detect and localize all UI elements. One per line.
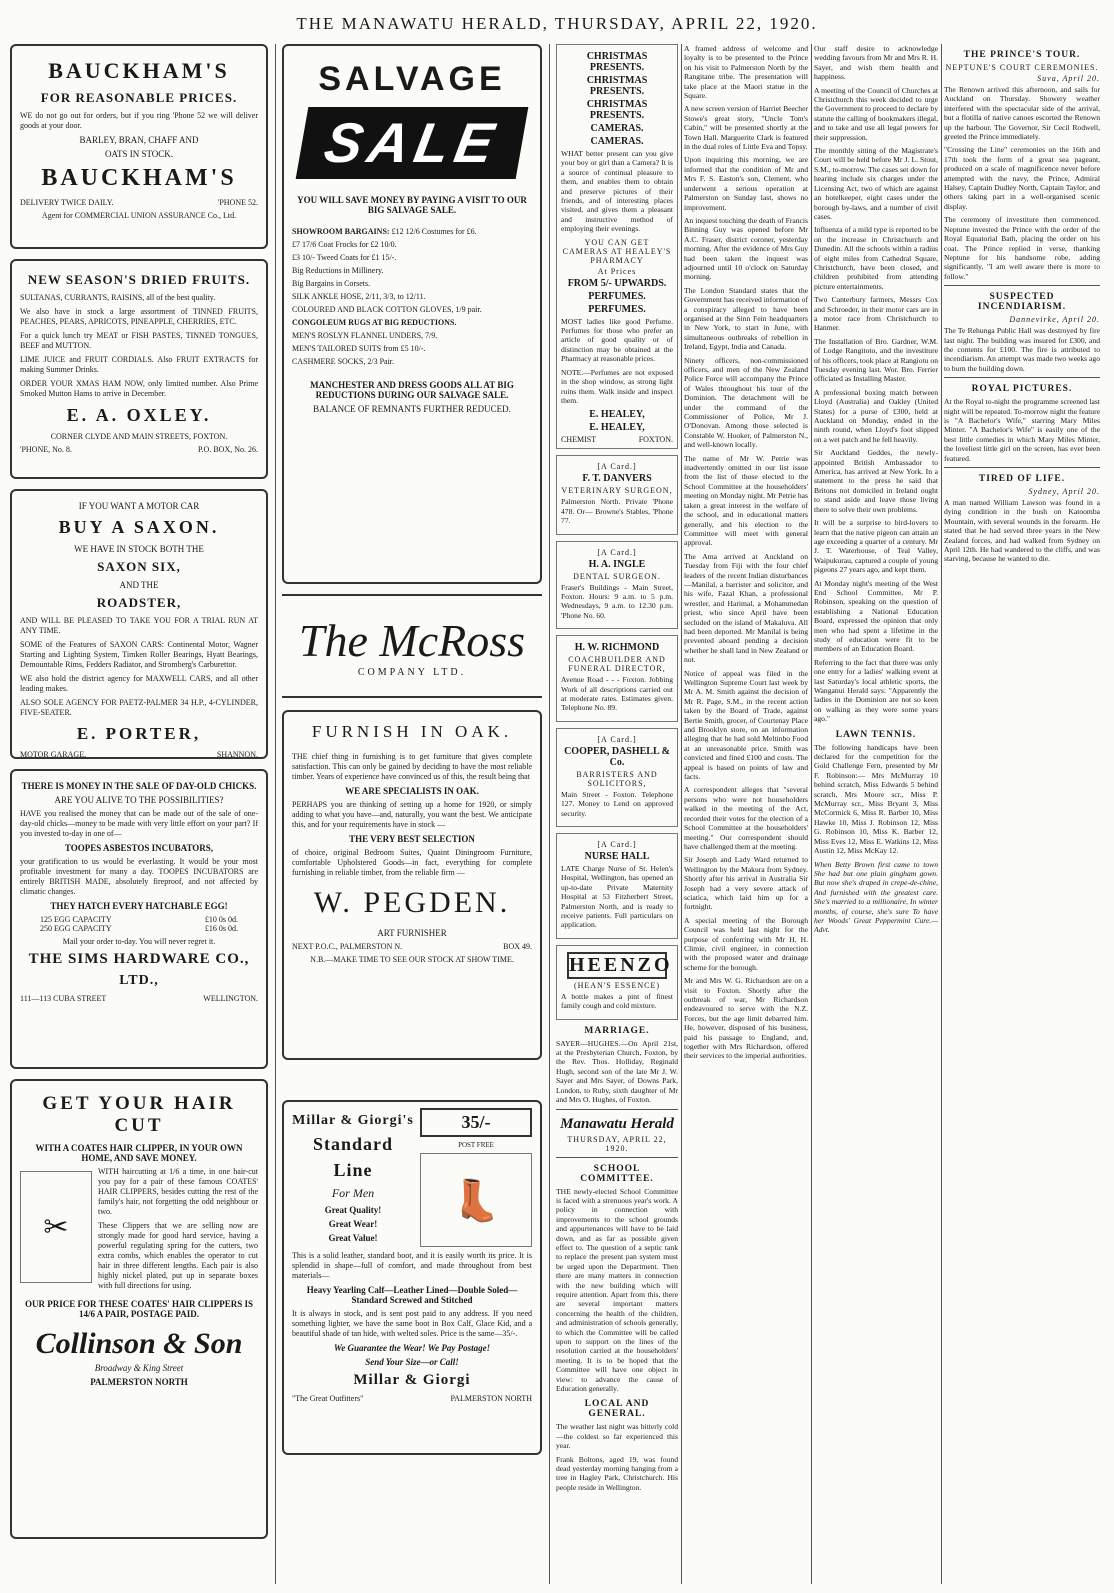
bargain-item: £3 10/- Tweed Coats for £1 15/-. [292,253,397,262]
news-paragraph: The Installation of Bro. Gardner, W.M. of Lodge Rangitoto, and the investiture of his officers, took place at Rangiotu on Tuesday evening last. Wor. Bro. Ferrier officiated as Installing Master. [814,336,938,384]
prince-paragraph: "Crossing the Line" ceremonies on the 16th and 17th took the form of a great sea pageant, produced on a scale of magnificence never before attempted with the navy, the Prince, Admiral Halsey, Captain Dudley North, Captain Taylor, and others taking part in a well-organised scenic display. [944,145,1100,211]
news-paragraph: Sir Joseph and Lady Ward returned to Wellington by the Makura from Sydney. Shortly after his arrival in Australia Sir Joseph had a very severe attack of sciatica, which laid him up for a fortnight. [684,855,808,912]
saxon-roadster: ROADSTER, [96,595,182,610]
card-danvers [556,455,678,534]
bargain-item: COLOURED AND BLACK COTTON GLOVES, 1/9 pair. [292,305,482,314]
card-body: Palmerston North. Private 'Phone 478. Or— Browne's Stables, 'Phone 77. [561,497,673,526]
haircut-body: WITH haircutting at 1/6 a time, in one hair-cut you pay for a pair of these famous COATES' HAIR CLIPPERS, besides cutting the rest of the family's hair, not forgetting the odd neighbour or two. [98,1167,258,1216]
saxon-and: AND THE [119,580,159,590]
divider [944,377,1100,378]
capacity-label: 250 EGG CAPACITY [40,924,112,933]
chicks-mail: Mail your order to-day. You will never regret it. [62,937,216,946]
millar-price: 35/- [420,1108,532,1137]
prince-paragraph: The Renown arrived this afternoon, and sails for Auckland on Thursday. Showery weather interfered with the spectacular side of the arrival, but a flotilla of native canoes escorted the Renown up the harbour. The Governor, Sir Cecil Rodwell, greeted the Prince immediately. [944,85,1100,142]
christmas-heading: CHRISTMAS PRESENTS. [586,99,648,121]
bargain-item: Big Reductions in Millinery. [292,266,384,275]
column-rule [811,44,812,1584]
news-paragraph: Mr and Mrs W. G. Richardson are on a visit to Foxton. Shortly after the outbreak of war, Mr Richardson endeavoured to serve with the N.Z. Forces, but the age limit debarred him. He, however, disposed of his business, paid his passage to England, and, together with Mrs Richardson, offered their services to the imperial authorities. [684,976,808,1061]
card-name: COOPER, DASHELL & Co. [564,745,670,768]
healey-get: YOU CAN GET CAMERAS AT HEALEY'S PHARMACY [562,237,672,265]
bargain-item: Big Bargains in Corsets. [292,279,371,288]
card-kind: [A Card.] [597,734,637,744]
incendiarism-heading: SUSPECTED INCENDIARISM. [977,292,1067,313]
haircut-body: These Clippers that we are selling now are strongly made for good hard service, having a powerful regulating spring for the cutters, two extra combs, which enables the operator to cut hair in three different lengths. Each pair is also highly nickel plated, put up in separate boxes with full directions for using. [98,1221,258,1290]
healey-from: FROM 5/- UPWARDS. [567,277,667,289]
incendiarism-body: The Te Rehunga Public Hall was destroyed by fire last night. The building was insured for £300, and the contents for £100. The fire is attributed to incendiarism. An attempt was made two weeks ago to burn the building down. [944,326,1100,373]
millar-giorgi-ad [282,1100,542,1455]
millar-body: This is a solid leather, standard boot, and it is easily worth its price. It is splendid in shape—full of comfort, and made throughout from best materials— [292,1251,532,1280]
pegden-trade: ART FURNISHER [377,928,447,938]
oxley-phone: 'PHONE, No. 8. [20,445,72,454]
marriage-heading: MARRIAGE. [584,1025,650,1036]
herald-title: Manawatu Herald [560,1115,674,1132]
millar-town: PALMERSTON NORTH [450,1394,532,1403]
card-list [556,455,678,939]
chicks-ad [10,769,268,1069]
saxon-sole: ALSO SOLE AGENCY FOR PAETZ-PALMER 34 H.P., 4-CYLINDER, FIVE-SEATER. [20,698,258,717]
divider [944,285,1100,286]
hair-clipper-illustration: ✂ [20,1171,92,1283]
bauckham-phone: 'PHONE 52. [217,198,258,207]
christmas-heading: CHRISTMAS PRESENTS. [586,51,648,73]
card-kind: [A Card.] [597,462,637,472]
ross-company-logo [282,594,542,698]
divider [556,1157,678,1158]
christmas-heading: CHRISTMAS PRESENTS. [586,75,648,97]
chicks-body: HAVE you realised the money that can be made out of the sale of one-day-old chicks—money to be made with very little effort on your part? If you invested to-day in one of— [20,809,258,838]
column-6 [944,44,1100,568]
divider [556,1109,678,1110]
chicks-brand: TOOPES ASBESTOS INCUBATORS, [64,843,214,853]
column-1 [10,44,268,1549]
school-body: THE newly-elected School Committee is faced with a strenuous year's work. A policy in connection with improvements to the school grounds and appurtenances will have to be laid down, and as far as possible given effect to. The question of a septic tank to replace the present pan system must be urged upon the Department. Then there are many matters in connection with the new building which will require attention. Apart from this, there are several important matters concerning the health of the children, and administration of schools generally, to which the Committee will be called upon to support on the lines of the resolution carried at the householders' meeting. It is to be hoped that the Committee will have one object in view: to advance the cause of Education generally. [556,1186,678,1394]
heenzo-body: A bottle makes a pint of finest family cough and cold mixture. [561,991,673,1011]
millar-wear: Great Wear! [328,1219,378,1229]
oxley-body: SULTANAS, CURRANTS, RAISINS, all of the best quality. [20,293,216,302]
news-paragraph: A professional boxing match between Lloyd (Australia) and Oakley (United States) for a purse of £300, held at Auckland on Monday, ended in the ninth round, when Lloyd's foot slipped on a wet patch and he fell heavily. [814,387,938,444]
boot-icon: 👢 [420,1153,532,1247]
local-heading: LOCAL AND GENERAL. [584,1399,650,1420]
card-role: VETERINARY SURGEON, [561,486,673,496]
card-body: Fraser's Buildings - Main Street, Foxton. Hours: 9 a.m. to 5 p.m. Wednesdays, 9 a.m. to 12.30 p.m. 'Phone No. 60. [561,582,673,620]
card-role: BARRISTERS AND SOLICITORS, [576,769,658,788]
millar-stock: It is always in stock, and is sent post paid to any address. If you need something lighter, we have the same boot in Box Calf, Glace Kid, and a beautiful shade of tan hide, with welted soles. Price is the same—35/-. [292,1309,532,1338]
sims-street: 111—113 CUBA STREET [20,994,107,1003]
millar-heavy: Heavy Yearling Calf—Leather Lined—Double Soled—Standard Screwed and Stitched [306,1285,518,1305]
prince-paragraph: The ceremony of investiture then commenced. Neptune invested the Prince with the order of the Royal Equatorial Bath, placing the order on his coat. The Prince replied in verse, thanking Neptune for his handsome robe, adding significantly, "I am well aware there is more to follow." [944,215,1100,281]
local-paragraph: Frank Boltons, aged 19, was found dead yesterday morning hanging from a tree in Hagley Park, Christchurch. His people reside in Wellington. [556,1454,678,1492]
card-kind: [A Card.] [597,547,637,557]
card-name: F. T. DANVERS [582,473,652,485]
haircut-title: GET YOUR HAIR CUT [42,1093,236,1136]
news-paragraph: A correspondent alleges that "several persons who were not householders walked in the meeting of the Act, recorded their votes for the election of a School Committee at the householders' meeting." Our correspondent should have challenged them at the meeting. [684,785,808,851]
bargain-item: £7 17/6 Coat Frocks for £2 10/0. [292,240,397,249]
haircut-price: OUR PRICE FOR THESE COATES' HAIR CLIPPERS IS 14/6 A PAIR, POSTAGE PAID. [25,1299,253,1319]
showroom-label: SHOWROOM BARGAINS: [292,227,390,236]
saxon-name: E. PORTER, [76,724,202,743]
bauckham-title: BAUCKHAM'S [48,58,230,83]
chicks-body: your gratification to us would be everlasting. It would be your most profitable investment for many a day. TOOPES INCUBATORS are entirely BRITISH MADE, absolutely fireproof, and not affected by climatic changes. [20,857,258,896]
oak-title: FURNISH IN OAK. [311,722,513,741]
card-name: NURSE HALL [584,851,650,862]
collinson-city: PALMERSTON NORTH [90,1377,188,1387]
salvage-title: SALVAGE [318,60,506,98]
healey-body: MOST ladies like good Perfume. Perfumes for those who prefer an article of good quality or of distinction may be obtained at the Pharmacy at reasonable prices. [561,316,673,364]
saxon-ad [10,489,268,759]
bargain-item: CONGOLEUM RUGS AT BIG REDUCTIONS. [292,318,457,327]
collinson-logo: Collinson & Son [35,1327,243,1360]
card-role: COACHBUILDER AND FUNERAL DIRECTOR, [568,655,666,674]
healey-ad [556,44,678,449]
millar-post: POST FREE [458,1141,494,1149]
news-paragraph: Notice of appeal was filed in the Wellington Supreme Court last week by Mr A. M. Smith against the decision of Mr R. Page, S.M., in the recent action taken by the Board of Trade, against Bertie Smith, grocer, of Courtenay Place and Brooklyn store, on an information alleging that he had sold Meltinbo Food at an unreasonable price. Smith was convicted and fined £100 and costs. The appeal is based on points of law and facts. [684,668,808,782]
news-paragraph: Sir Auckland Geddes, the newly-appointed British Ambassador to America, has arrived at New York. In a statement to the press he said that Britons not domiciled in Ireland ought to stand aside and leave those living there to solve their own problems. [814,448,938,514]
marriage-body: SAYER—HUGHES.—On April 21st, at the Presbyterian Church, Foxton, by the Rev. Thos. Holliday, Reginald Hugh, second son of the late Mr J. W. Sayer and Mrs Sayer, of Downs Park, London, to Ruby, sixth daughter of Mr and Mrs O. Hughes, of Foxton. [556,1038,678,1105]
pegden-name: W. PEGDEN. [313,886,511,919]
haircut-sub: WITH A COATES HAIR CLIPPER, IN YOUR OWN HOME, AND SAVE MONEY. [35,1143,243,1163]
bauckham-goods: BARLEY, BRAN, CHAFF AND [79,135,199,145]
bauckham-agent: Agent for COMMERCIAL UNION ASSURANCE Co., Ltd. [41,211,237,220]
healey-name: E. HEALEY, [589,409,645,421]
news-paragraph: A framed address of welcome and loyalty is to be presented to the Prince on his visit to Palmerston North by the Rangitane tribe. The presentation will take place at the Maori statue in the Square. [684,44,808,101]
collinson-street: Broadway & King Street [94,1363,184,1373]
perfumes-heading: PERFUMES. [588,303,646,315]
masthead: THE MANAWATU HERALD, THURSDAY, APRIL 22, 1920. [296,14,818,33]
saxon-offer: AND WILL BE PLEASED TO TAKE YOU FOR A TRIAL RUN AT ANY TIME. [20,616,258,635]
column-4 [684,44,808,1065]
saxon-title: BUY A SAXON. [58,517,220,537]
pegden-nb: N.B.—MAKE TIME TO SEE OUR STOCK AT SHOW TIME. [310,955,514,964]
heenzo-ad [556,945,678,1020]
card-nurse-hall [556,833,678,939]
incendiarism-dateline: Dannevirke, April 20. [1009,315,1100,325]
healey-note: NOTE.—Perfumes are not exposed in the shop window, as strong light ruins them. Walk inside and inspect them. [561,367,673,405]
salvage-intro: YOU WILL SAVE MONEY BY PAYING A VISIT TO OUR BIG SALVAGE SALE. [297,195,527,215]
bargain-item: MEN'S TAILORED SUITS from £5 10/-. [292,344,426,353]
bauckham-title-2: BAUCKHAM'S [41,165,237,191]
oxley-address: CORNER CLYDE AND MAIN STREETS, FOXTON. [50,432,228,441]
card-name: H. W. RICHMOND [574,642,660,654]
chicks-title: THERE IS MONEY IN THE SALE OF DAY-OLD CHICKS. [21,781,257,791]
oxley-body: LIME JUICE and FRUIT CORDIALS. Also FRUIT EXTRACTS for making Summer Drinks. [20,355,258,374]
pictures-body: At the Royal to-night the programme screened last night will be repeated. To-morrow night the feature is "A Bachelor's Wife," starring Mary Miles Minter. "A Bachelor's Wife" is easily one of the best little comedies in which Mary Miles Minter, the loveliest little girl on the screen, has ever been featured. [944,397,1100,463]
bargain-item: £12 12/6 Costumes for £6. [391,227,477,236]
column-2 [282,44,542,1465]
salvage-closing: MANCHESTER AND DRESS GOODS ALL AT BIG REDUCTIONS DURING OUR SALVAGE SALE. [310,380,514,400]
salvage-balance: BALANCE OF REMNANTS FURTHER REDUCED. [313,404,511,414]
ross-logo-sub: COMPANY LTD. [357,667,467,678]
bauckham-goods-2: OATS IN STOCK. [104,149,174,159]
pictures-heading: ROYAL PICTURES. [971,384,1073,395]
sims-ltd: LTD., [119,973,159,988]
millar-send: Send Your Size—or Call! [365,1357,459,1367]
bauckham-note: WE do not go out for orders, but if you ring 'Phone 52 we will deliver goods at your door. [20,111,258,130]
oak-body: PERHAPS you are thinking of setting up a home for 1920, or simply adding to what you have—and, naturally, you want the best. We anticipate this, and for your requirements have in stock — [292,800,532,829]
news-paragraph: At Monday night's meeting of the West End School Committee, Mr P. Robinson, speaking on the question of establishing a National Education Board, expressed the opinion that only men who had spent a lifetime in the study of education were fit to be members of an Education Board. [814,578,938,654]
pegden-box: BOX 49. [503,942,532,951]
prince-subheading: NEPTUNE'S COURT CEREMONIES. [945,63,1099,72]
poem-advert: When Betty Brown first came to town She had but one plain gingham gown. But now she's draped in crepe-de-chine, And furnished with the greatest care. She's married to a millionaire, In winter months, of course, she's sure To have her Woods' Great Peppermint Cure.—Advt. [814,859,938,935]
millar-outfit: "The Great Outfitters" [292,1394,364,1403]
oxley-body: For a quick lunch try MEAT or FISH PASTES, TINNED TONGUES, BEEF and MUTTON. [20,331,258,350]
millar-title: Millar & Giorgi's [292,1113,414,1128]
oxley-body: We also have in stock a large assortment of TINNED FRUITS, PEACHES, PEARS, APRICOTS, PINEAPPLE, CHERRIES, ETC. [20,307,258,326]
saxon-town: SHANNON. [216,750,258,759]
card-ingle [556,541,678,630]
capacity-price: £10 0s 0d. [204,915,238,924]
bauckham-delivery: DELIVERY TWICE DAILY. [20,198,114,207]
heenzo-logo: HEENZO [567,952,667,979]
bauckham-ad [10,44,268,249]
saxon-features: SOME of the Features of SAXON CARS: Continental Motor, Wagner Starting and Lighting System, Timken Roller Bearings, Hyatt Bearings, Demountable Rims, Fedders Radiator, and Stromberg's Carburettor. [20,640,258,669]
healey-town: FOXTON. [638,435,673,445]
news-paragraph: Referring to the fact that there was only one entry for a ladies' walking event at last Saturday's local athletic sports, the Wanganui Herald says: "Apparently the ladies in the Dominion are not so keen on walking as they were some years ago." [814,657,938,724]
column-rule [941,44,942,1584]
divider [944,467,1100,468]
tennis-body: The following handicaps have been declared for the competition for the Gold Challenge Fern, presented by Mr F. Robinson:— Mrs McMurray 10 behind scratch, Miss Edwards 5 behind scratch, Mrs Moore scr., Miss P. McMurray scr., Miss Bryant 3, Miss McCormick 6, Miss R. Barber 10, Miss Hawke 10, Miss J. Robinson 12, Miss G. Robinson 10, Miss K. Barber 12, Miss Eves 12, Miss E. Watkins 12, Miss Austin 12, Miss McKay 12. [814,742,938,856]
card-body: LATE Charge Nurse of St. Helen's Hospital, Wellington, has opened an up-to-date Private Maternity Hospital at 53 Fitzherbert Street, Palmerston North, and is ready to receive patients. Full particulars on application. [561,864,673,930]
oak-specialists: WE ARE SPECIALISTS IN OAK. [345,786,479,796]
cameras-heading: CAMERAS. [590,123,644,134]
news-paragraph: A new screen version of Harriet Beecher Stowe's great story, "Uncle Tom's Cabin," will be presented shortly at the Town Hall. Marguerite Clark is featured in the dual roles of Little Eva and Topsy. [684,104,808,152]
saxon-kicker: IF YOU WANT A MOTOR CAR [78,501,200,511]
oak-best: THE VERY BEST SELECTION [349,834,475,844]
millar-guarantee: We Guarantee the Wear! We Pay Postage! [333,1343,491,1353]
local-paragraph: The weather last night was bitterly cold—the coldest so far experienced this year. [556,1422,678,1451]
column-3 [556,44,678,1496]
news-paragraph: The London Standard states that the Government has received information of a conspiracy alleged to have been organised at the Sinn Fein headquarters in New York, to start in June, with simultaneous outbreaks of rebellion in Ireland, Egypt, India and Canada. [684,285,808,352]
healey-at: At Prices [597,266,637,276]
bargain-item: SILK ANKLE HOSE, 2/11, 3/3, to 12/11. [292,292,426,301]
bargain-item: CASHMERE SOCKS, 2/3 Pair. [292,357,395,366]
tired-body: A man named William Lawson was found in a dying condition in the bush on Katoomba Mountain, with several wounds in the forearm. He stated that he had served three years in the New Zealand forces, and had walked from Sydney on April 12th. He had wandered to the cliffs, and was starving, because he wanted to die. [944,498,1100,564]
millar-quality: Great Quality! [324,1205,382,1215]
column-rule [275,44,276,1584]
haircut-ad [10,1079,268,1539]
oxley-body: ORDER YOUR XMAS HAM NOW, only limited number. Also Prime Smoked Mutton Hams to arrive in December. [20,379,258,398]
news-paragraph: It will be a surprise to bird-lovers to learn that the native pigeon can attain an age exceeding a quarter of a century. Mr J. T. Waterhouse, of Teal Valley, Waipukurau, captured a couple of young pigeons 27 years ago, and kept them. [814,518,938,575]
saxon-garage: MOTOR GARAGE, [20,750,87,759]
card-name: H. A. INGLE [588,558,646,570]
card-role: DENTAL SURGEON. [573,571,661,581]
healey-body: WHAT better present can you give your boy or girl than a Camera? It is a source of continual pleasure to them, and enables them to obtain and preserve pictures of their friends, and of interesting places visited, and gives them a pleasant and instructive method of employing their evenings. [561,149,673,234]
card-body: Avenue Road - - - Foxton. Jobbing Work of all descriptions carried out at moderate rates. Estimates given. Telephone No. 89. [561,675,673,713]
sims-name: THE SIMS HARDWARE CO., [28,951,250,967]
millar-name: Millar & Giorgi [353,1372,471,1388]
pegden-addr: NEXT P.O.C., PALMERSTON N. [292,942,403,951]
oak-body: THE chief thing in furnishing is to get furniture that gives complete satisfaction. This can only be gained by deciding to have the most reliable timber. Years of experience have convinced us of this, the result being that [292,752,532,781]
salvage-sale-ad [282,44,542,584]
column-5 [814,44,938,939]
oxley-name: E. A. OXLEY. [66,405,212,425]
news-paragraph: Ninety officers, non-commissioned officers, and men of the New Zealand Police Force will accompany the Prince of Wales throughout his tour of the Dominion. The detachment will be under the command of the Commissioner of Police, Mr J. O'Donovan. Among those selected is Constable W. Hooker, of Palmerston N., and well-known locally. [684,355,808,450]
millar-standard: Standard [312,1134,394,1154]
ross-logo-text: The McRoss [298,615,526,666]
oxley-title: NEW SEASON'S DRIED FRUITS. [27,272,251,287]
furnish-oak-ad [282,710,542,1060]
card-richmond [556,635,678,722]
news-paragraph: The name of Mr W. Petrie was inadvertently omitted in our list issue from the list of those elected to the School Committee at the householders' meeting on Monday night. Mr Petrie has taken a great interest in the welfare of the school, and in educational matters generally, and his election to the Committee will meet with general approval. [684,453,808,548]
healey-chemist: CHEMIST [561,435,597,445]
capacity-price: £16 0s 0d. [204,924,238,933]
bargain-item: MEN'S ROSLYN FLANNEL UNDERS, 7/9. [292,331,438,340]
oak-body: of choice, original Bedroom Suites, Quaint Diningroom Furniture, comfortable Upholstered Goods—in fact, everything for complete furnishing in reliable timber, from the reliable firm — [292,848,532,877]
news-paragraph: Influenza of a mild type is reported to be on the increase in Christchurch and Dunedin. All the schools within a radius of eight miles from Cathedral Square, Christchurch, have been closed, and children prohibited from attending picture entertainments. [814,225,938,291]
news-paragraph: Two Canterbury farmers, Messrs Cox and Schroeder, in their motor cars are in a motor race from Christchurch to Hanmer. [814,295,938,333]
perfumes-heading: PERFUMES. [588,290,646,302]
news-paragraph: Our staff desire to acknowledge wedding favours from Mr and Mrs R. H. Sayer, and wish them health and happiness. [814,44,938,82]
school-heading: SCHOOL COMMITTEE. [580,1163,654,1184]
prince-heading: THE PRINCE'S TOUR. [963,50,1081,60]
news-paragraph: An inquest touching the death of Francis Binning Guy was opened before Mr A.C. Fraser, district coroner, yesterday morning. After the evidence of Mrs Guy had been taken the inquest was adjourned until 10 o'clock on Saturday morning. [684,215,808,282]
card-body: Main Street - Foxton. Telephone 127. Money to Lend on approved security. [561,789,673,818]
tired-heading: TIRED OF LIFE. [978,474,1066,484]
capacity-label: 125 EGG CAPACITY [40,915,112,924]
herald-date: THURSDAY, APRIL 22, 1920. [567,1134,667,1153]
news-paragraph: A meeting of the Council of Churches at Christchurch this week decided to urge the Government to proceed to declare by statute the calling of bookmakers illegal, and to take and use all legal powers for their suppression. [814,85,938,142]
saxon-agency: WE also hold the district agency for MAXWELL CARS, and all other leading makes. [20,674,258,693]
column-rule [681,44,682,1584]
tired-dateline: Sydney, April 20. [1028,487,1100,496]
millar-formen: For Men [331,1186,375,1200]
millar-value: Great Value! [328,1233,378,1243]
oxley-ad [10,259,268,479]
millar-line: Line [333,1160,373,1180]
prince-dateline: Suva, April 20. [1037,74,1100,83]
sims-city: WELLINGTON. [203,994,258,1003]
news-paragraph: Upon inquiring this morning, we are informed that the condition of Mr and Mrs F. S. Easton's son, Clement, who underwent a serious operation at Palmerston on Sunday last, shows no improvement. [684,155,808,212]
saxon-stock: WE HAVE IN STOCK BOTH THE [74,544,204,554]
news-paragraph: A special meeting of the Borough Council was held last night for the purpose of conferring with Mr H. H. Climie, civil engineer, in connection with the proposed water and drainage scheme for the borough. [684,915,808,972]
news-paragraph: The monthly sitting of the Magistrate's Court will be held before Mr J. L. Stout, S.M., to-morrow. The cases set down for hearing include six charges under the Licensing Act, two of which are against an hotelkeeper, eight cases under the borough by-laws, and a number of civil cases. [814,146,938,221]
column-rule [549,44,550,1584]
oxley-pobox: P.O. BOX, No. 26. [197,445,258,454]
sale-graphic: SALE [296,107,529,179]
news-paragraph: The Ama arrived at Auckland on Tuesday from Fiji with the four chief leaders of the recent Indian disturbances—Manilal, a barrister and solicitor, and his wife, Fazal Khan, a professional wrestler, and Harimal, a Mohammedan priest, who since April have been secluded on the island of Makaluva. All had been deported. Mr Manilal is being prevented aboard pending a decision whether he shall land in New Zealand or not. [684,551,808,665]
chicks-hatch: THEY HATCH EVERY HATCHABLE EGG! [50,901,228,911]
tennis-heading: LAWN TENNIS. [835,729,917,740]
healey-name: E. HEALEY, [589,422,645,434]
heenzo-sub: (HEAN'S ESSENCE) [573,980,661,990]
bauckham-tagline: FOR REASONABLE PRICES. [40,90,238,105]
cameras-heading: CAMERAS. [590,136,644,147]
saxon-six: SAXON SIX, [97,559,181,574]
chicks-sub: ARE YOU ALIVE TO THE POSSIBILITIES? [54,795,224,805]
card-cooper-dashell [556,728,678,827]
card-kind: [A Card.] [597,840,637,849]
